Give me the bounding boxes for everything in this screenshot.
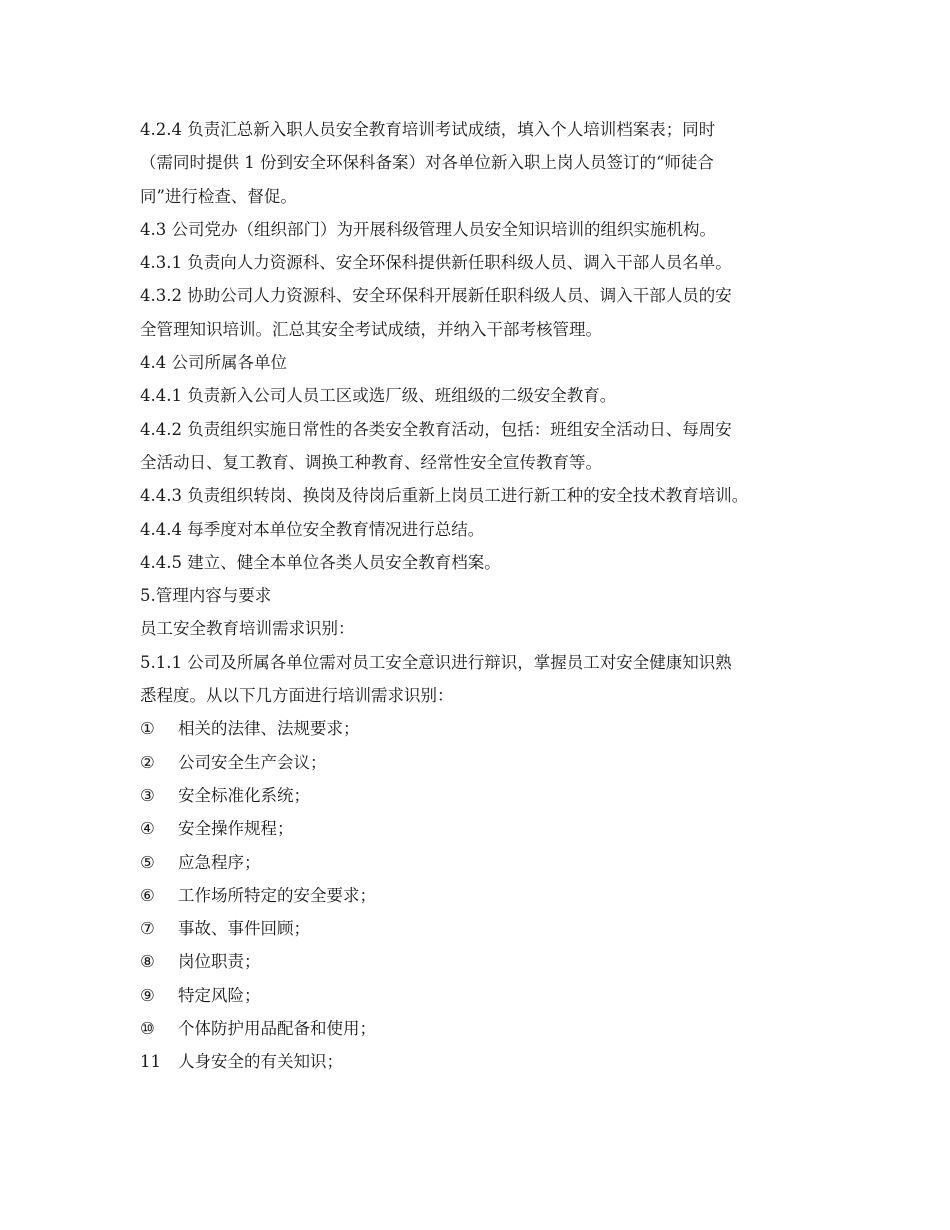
text-line: （需同时提供 1 份到安全环保科备案）对各单位新入职上岗人员签订的“师徒合 bbox=[140, 153, 714, 173]
list-item bbox=[140, 1045, 840, 1078]
list-item-text: 人身安全的有关知识； bbox=[178, 1052, 343, 1072]
text-line: 4.4.2 负责组织实施日常性的各类安全教育活动，包括：班组安全活动日、每周安 bbox=[140, 419, 732, 439]
text-line: 4.3.1 负责向人力资源科、安全环保科提供新任职科级人员、调入干部人员名单。 bbox=[140, 253, 732, 273]
section-heading: 4.4 公司所属各单位 bbox=[140, 353, 287, 373]
list-item-number: ④ bbox=[140, 819, 155, 839]
list-item bbox=[140, 912, 840, 945]
text-line: 4.4.1 负责新入公司人员工区或选厂级、班组级的二级安全教育。 bbox=[140, 386, 617, 406]
list-item-text: 相关的法律、法规要求； bbox=[178, 719, 360, 739]
list-item bbox=[140, 712, 840, 745]
text-line: 4.4.4 每季度对本单位安全教育情况进行总结。 bbox=[140, 519, 485, 539]
list-item-number: ⑩ bbox=[140, 1019, 155, 1039]
list-item bbox=[140, 979, 840, 1012]
list-item-number: ⑤ bbox=[140, 852, 155, 872]
list-item-number: 11 bbox=[140, 1052, 161, 1072]
subsection-heading: 员工安全教育培训需求识别： bbox=[140, 619, 355, 639]
list-item-number: ⑧ bbox=[140, 952, 155, 972]
list-item-number: ③ bbox=[140, 785, 155, 805]
text-line: 悉程度。从以下几方面进行培训需求识别： bbox=[140, 686, 454, 706]
list-item-number: ⑥ bbox=[140, 885, 155, 905]
list-item-text: 应急程序； bbox=[178, 852, 261, 872]
text-line: 4.4.3 负责组织转岗、换岗及待岗后重新上岗员工进行新工种的安全技术教育培训。 bbox=[140, 486, 749, 506]
list-item-text: 安全操作规程； bbox=[178, 819, 294, 839]
text-line: 4.3 公司党办（组织部门）为开展科级管理人员安全知识培训的组织实施机构。 bbox=[140, 219, 716, 239]
list-item-text: 安全标准化系统； bbox=[178, 785, 310, 805]
list-item-text: 岗位职责； bbox=[178, 952, 261, 972]
list-item-text: 特定风险； bbox=[178, 985, 261, 1005]
list-item-text: 公司安全生产会议； bbox=[178, 752, 327, 772]
list-item bbox=[140, 846, 840, 879]
text-line: 4.2.4 负责汇总新入职人员安全教育培训考试成绩，填入个人培训档案表；同时 bbox=[140, 120, 716, 139]
list-item-text: 工作场所特定的安全要求； bbox=[178, 885, 376, 905]
list-item-number: ⑨ bbox=[140, 985, 155, 1005]
list-item-text: 事故、事件回顾； bbox=[178, 919, 310, 939]
list-item bbox=[140, 779, 840, 812]
list-item bbox=[140, 945, 840, 978]
list-item bbox=[140, 879, 840, 912]
list-item bbox=[140, 1012, 840, 1045]
list-item-number: ② bbox=[140, 752, 155, 772]
text-line: 同”进行检查、督促。 bbox=[140, 186, 297, 206]
text-line: 5.1.1 公司及所属各单位需对员工安全意识进行辩识，掌握员工对安全健康知识熟 bbox=[140, 652, 732, 672]
document-body bbox=[140, 113, 840, 1079]
list-item bbox=[140, 746, 840, 779]
text-line: 全管理知识培训。汇总其安全考试成绩，并纳入干部考核管理。 bbox=[140, 319, 602, 339]
list-item bbox=[140, 812, 840, 845]
text-line: 全活动日、复工教育、调换工种教育、经常性安全宣传教育等。 bbox=[140, 452, 602, 472]
list-item-number: ① bbox=[140, 719, 155, 739]
list-item-number: ⑦ bbox=[140, 919, 155, 939]
text-line: 4.3.2 协助公司人力资源科、安全环保科开展新任职科级人员、调入干部人员的安 bbox=[140, 286, 732, 306]
text-line: 4.4.5 建立、健全本单位各类人员安全教育档案。 bbox=[140, 552, 501, 572]
list-item-text: 个体防护用品配备和使用； bbox=[178, 1019, 376, 1039]
section-heading: 5.管理内容与要求 bbox=[140, 586, 272, 606]
